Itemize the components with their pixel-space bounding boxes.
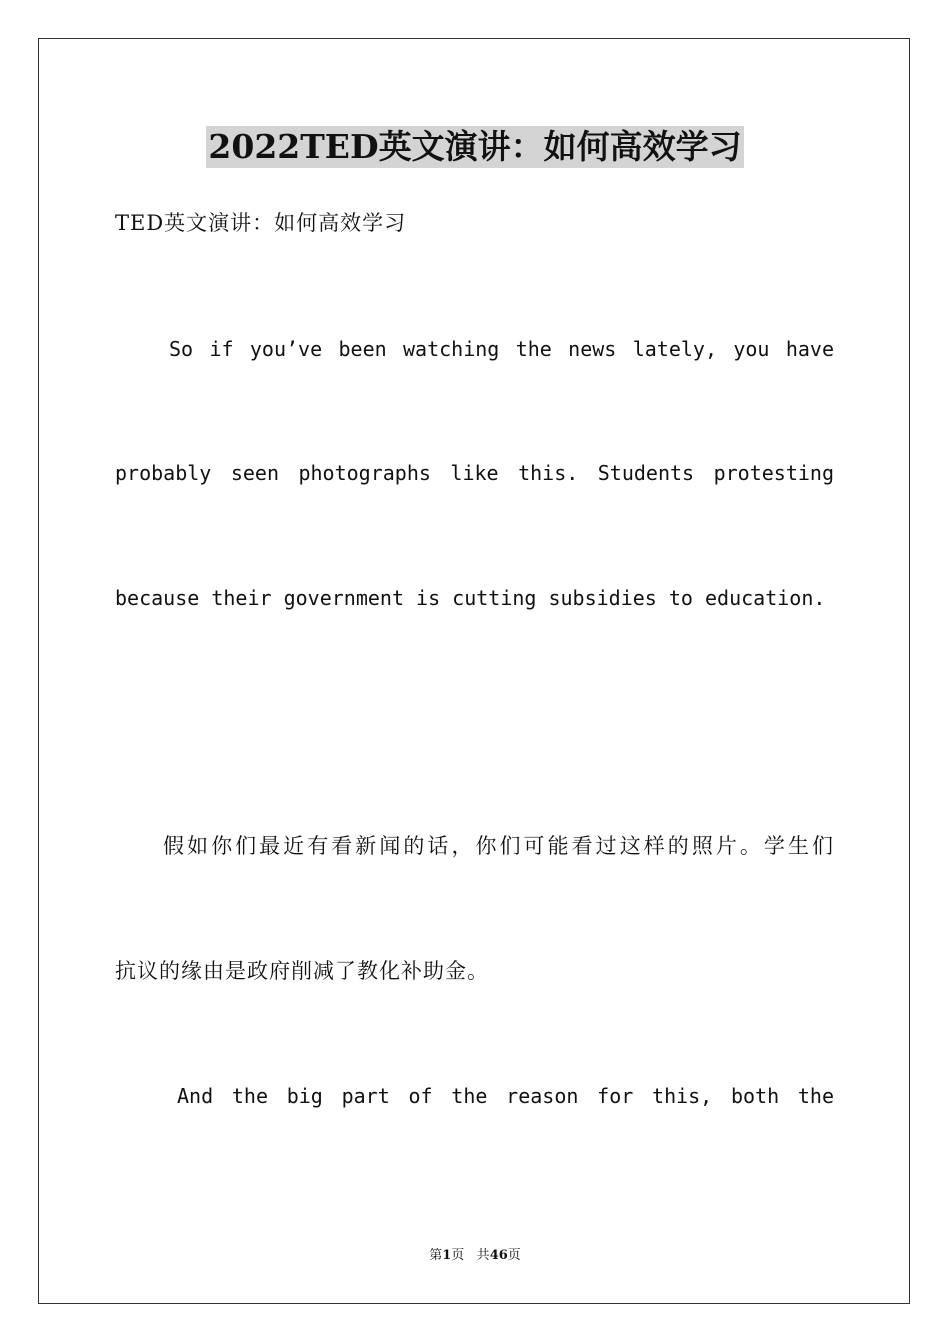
paragraph-1-line-3: because their government is cutting subsidies to education. xyxy=(115,586,826,610)
paragraph-2-line-2: 抗议的缘由是政府削减了教化补助金。 xyxy=(115,959,489,983)
paragraph-1-line-2: probably seen photographs like this. Students protesting xyxy=(115,461,834,485)
paragraph-2-line-1: 假如你们最近有看新闻的话，你们可能看过这样的照片。学生们 xyxy=(163,834,834,858)
footer-page-number: 1 xyxy=(442,1248,452,1263)
document-subtitle: TED英文演讲：如何高效学习 xyxy=(115,211,407,235)
footer-total-prefix: 共 xyxy=(476,1248,490,1263)
footer-total-unit: 页 xyxy=(507,1248,521,1263)
footer-page-unit: 页 xyxy=(451,1248,465,1263)
title-container xyxy=(0,126,950,168)
footer-prefix: 第 xyxy=(429,1248,443,1263)
paragraph-3-line-1: And the big part of the reason for this, both the xyxy=(177,1084,834,1108)
paragraph-1-line-1: So if you’ve been watching the news lately, you have xyxy=(169,337,834,361)
footer-total-pages: 46 xyxy=(489,1248,508,1263)
document-title: 2022TED英文演讲：如何高效学习 xyxy=(208,127,742,166)
page-footer xyxy=(0,1247,950,1265)
